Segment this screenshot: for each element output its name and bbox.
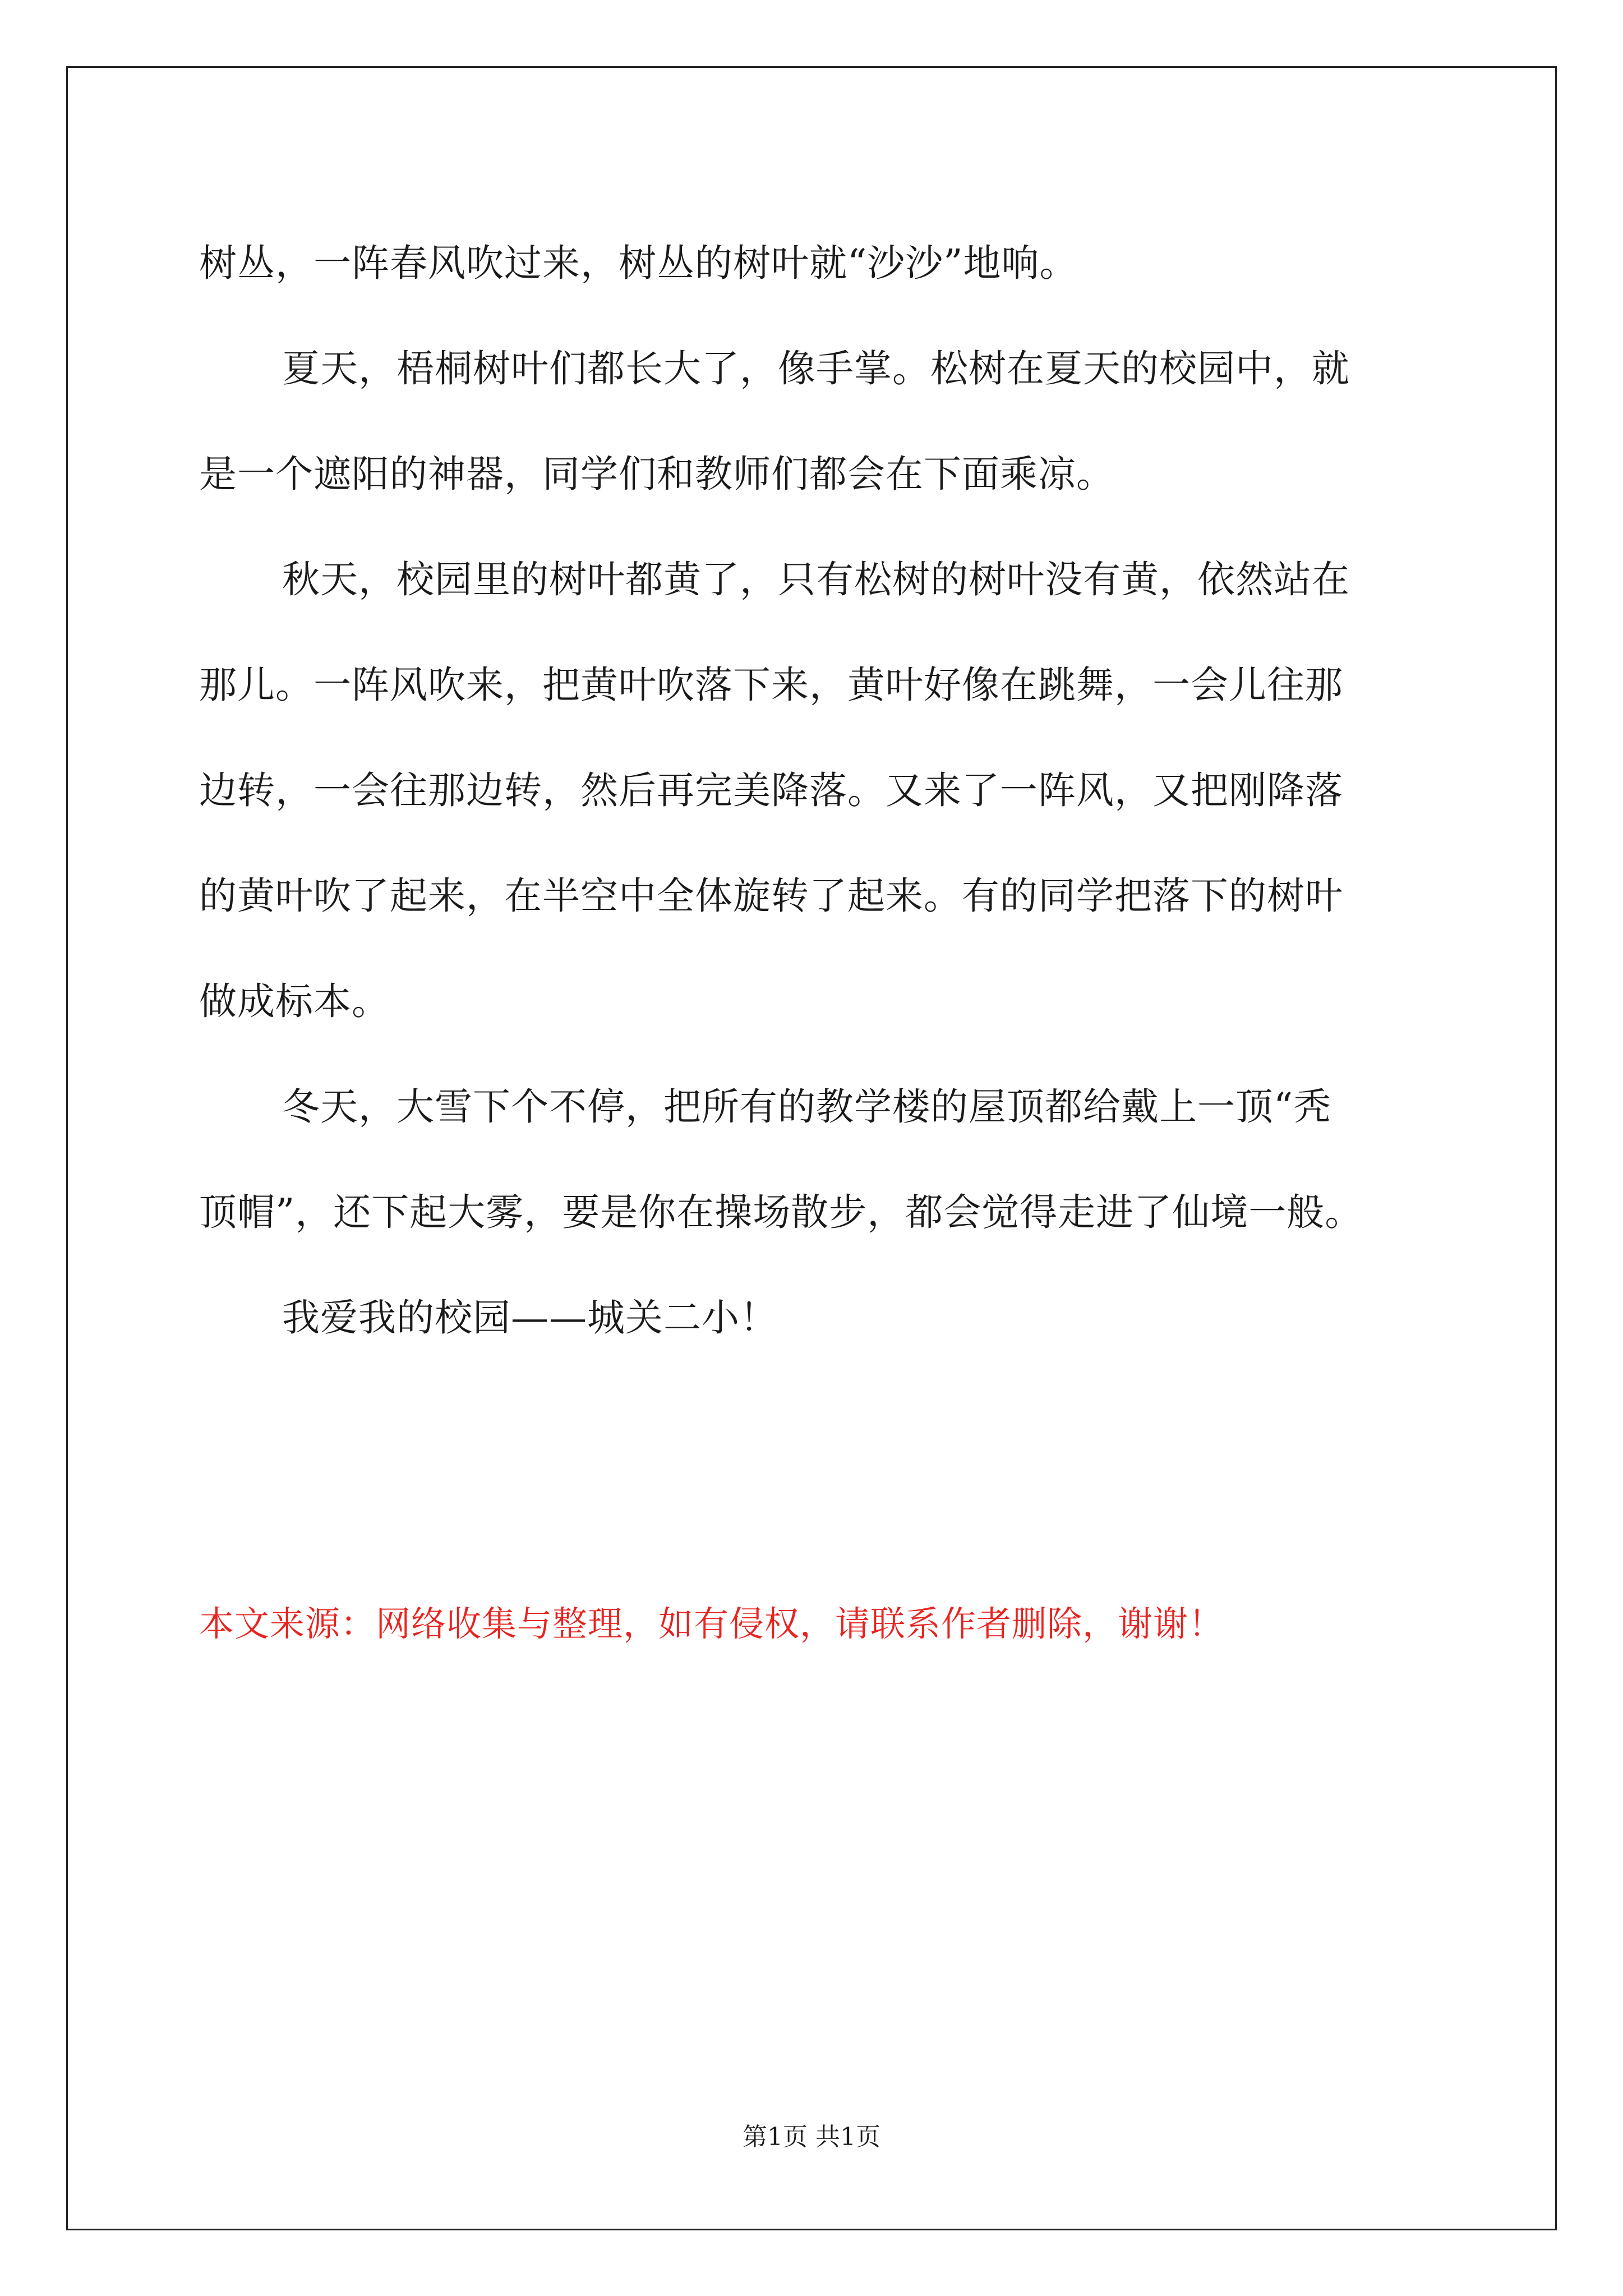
paragraph-line: 秋天，校园里的树叶都黄了，只有松树的树叶没有黄，依然站在	[282, 558, 1350, 601]
paragraph-line: 顶帽”，还下起大雾，要是你在操场散步，都会觉得走进了仙境一般。	[199, 1190, 1363, 1234]
paragraph-line: 的黄叶吹了起来，在半空中全体旋转了起来。有的同学把落下的树叶	[199, 874, 1343, 918]
paragraph-line: 冬天，大雪下个不停，把所有的教学楼的屋顶都给戴上一顶“秃	[282, 1085, 1332, 1129]
paragraph-line: 做成标本。	[199, 979, 390, 1023]
paragraph-line: 是一个遮阳的神器，同学们和教师们都会在下面乘凉。	[199, 452, 1114, 496]
document-body	[199, 210, 1444, 1370]
paragraph-line: 那儿。一阵风吹来，把黄叶吹落下来，黄叶好像在跳舞，一会儿往那	[199, 663, 1343, 707]
paragraph-line: 夏天，梧桐树叶们都长大了，像手掌。松树在夏天的校园中，就	[282, 347, 1350, 390]
source-disclaimer: 本文来源：网络收集与整理，如有侵权，请联系作者删除，谢谢！	[199, 1603, 1224, 1644]
page-number-footer: 第1页 共1页	[743, 2123, 880, 2151]
paragraph-line: 边转，一会往那边转，然后再完美降落。又来了一阵风，又把刚降落	[199, 769, 1343, 812]
paragraph-line: 树丛，一阵春风吹过来，树丛的树叶就“沙沙”地响。	[199, 241, 1078, 285]
paragraph-line: 我爱我的校园——城关二小！	[282, 1296, 778, 1340]
